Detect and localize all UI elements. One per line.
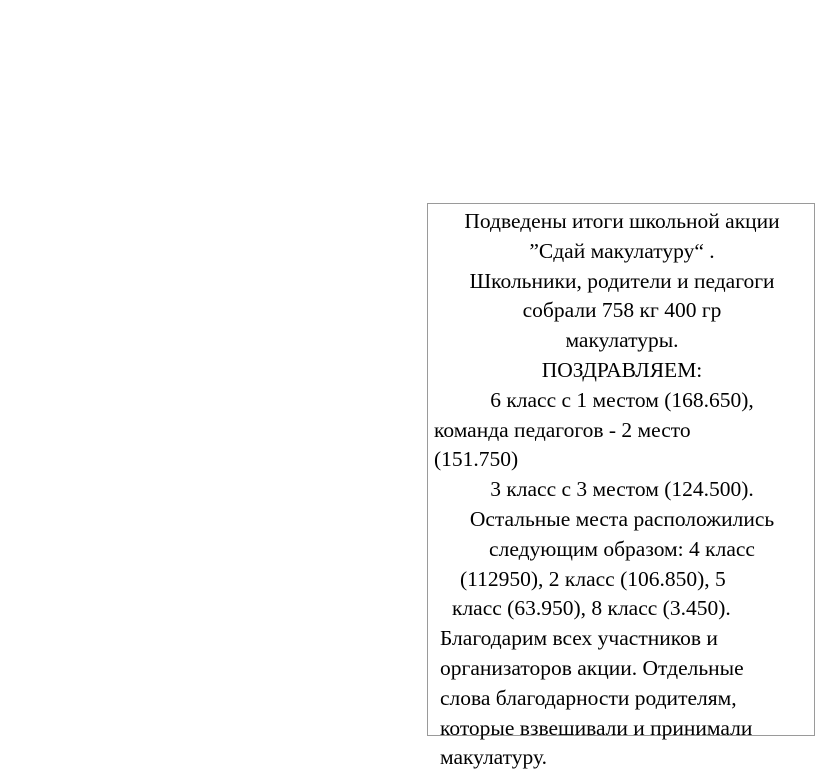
notice-line: Благодарим всех участников и (440, 626, 718, 651)
notice-line: Остальные места расположились (469, 506, 775, 531)
announcement-box (427, 203, 815, 770)
notice-line: следующим образом: 4 класс (489, 536, 755, 561)
notice-line: собрали 758 кг 400 гр (522, 298, 722, 323)
notice-line: Школьники, родители и педагоги (469, 268, 775, 293)
notice-line: (151.750) (434, 447, 519, 472)
notice-line: организаторов акции. Отдельные (440, 655, 744, 680)
notice-line: Подведены итоги школьной акции (464, 209, 780, 233)
notice-line: ПОЗДРАВЛЯЕМ: (541, 357, 703, 382)
notice-line: которые взвешивали и принимали (440, 715, 753, 740)
notice-line: макулатуру. (440, 745, 547, 770)
notice-line: макулатуры. (565, 328, 679, 353)
notice-line: слова благодарности родителям, (440, 685, 737, 710)
notice-line: 3 класс с 3 местом (124.500). (490, 477, 754, 502)
notice-line: 6 класс с 1 местом (168.650), (490, 387, 754, 412)
notice-line: класс (63.950), 8 класс (3.450). (452, 596, 731, 621)
notice-line: команда педагогов - 2 место (434, 417, 691, 442)
notice-line: ”Сдай макулатуру“ . (529, 238, 715, 263)
notice-line: (112950), 2 класс (106.850), 5 (460, 566, 726, 591)
